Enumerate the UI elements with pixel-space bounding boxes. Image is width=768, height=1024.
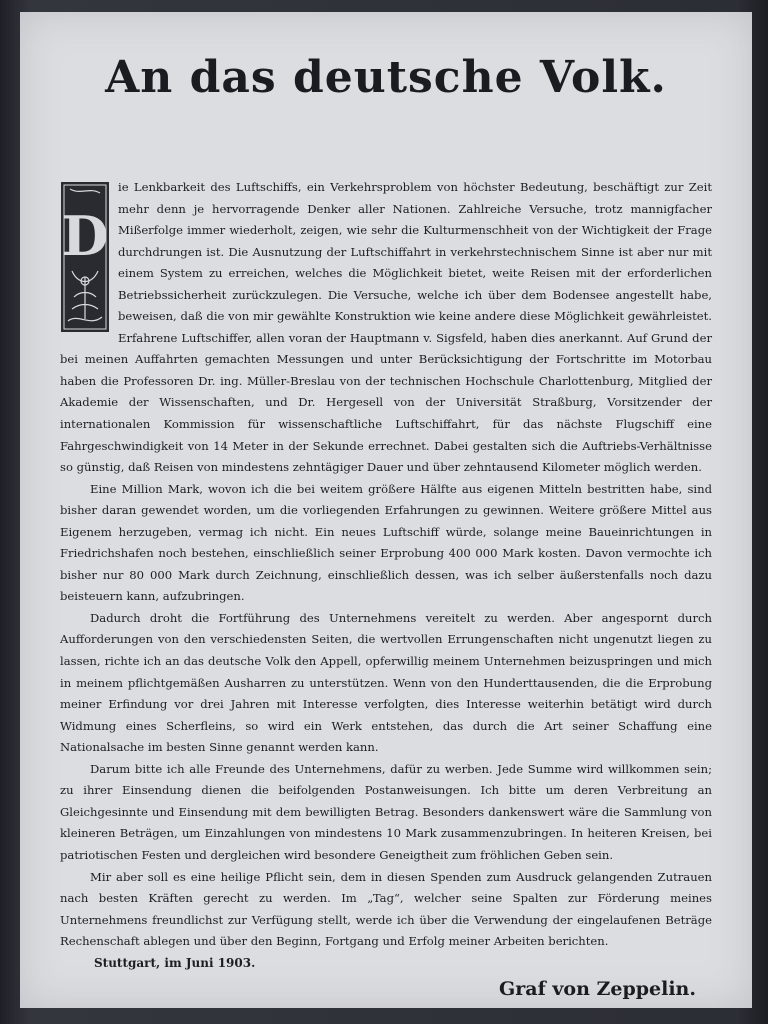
- place-and-date: Stuttgart, im Juni 1903.: [94, 956, 256, 970]
- paragraph: Dadurch droht die Fortführung des Unternehmens vereitelt zu werden. Aber angespornt durch Aufforderungen von den verschiedensten Seiten, die wertvollen Errungenschaften nicht ungenutzt liegen zu lassen, richte ich an das deutsche Volk den Appell, opferwillig meinem Unternehmen beizuspringen und mich in meinem pflichtgemäßen Ausharren zu unterstützen. Wenn von den Hunderttausenden, die die Erprobung meiner Erfindung vor drei Jahren mit Interesse verfolgten, dies Interesse weiterhin betätigt wird durch Widmung eines Scherfleins, so wird ein Werk entstehen, das durch die Art seiner Schaffung eine Nationalsache im besten Sinne genannt werden kann.: [60, 610, 712, 755]
- document-body: [60, 177, 712, 953]
- document-title: An das deutsche Volk.: [105, 52, 667, 103]
- paragraph: Darum bitte ich alle Freunde des Unternehmens, dafür zu werben. Jede Summe wird willkommen sein; zu ihrer Einsendung dienen die beifolgenden Postanweisungen. Ich bitte um deren Verbreitung an Gleichgesinnte und Einsendung mit dem bewilligten Betrag. Besonders dankenswert wäre die Sammlung von kleineren Beträgen, um Einzahlungen von mindestens 10 Mark zusammenzubringen. In heiteren Kreisen, bei patriotischen Festen und dergleichen wird besondere Geneigtheit zum fröhlichen Geben sein.: [60, 761, 712, 862]
- paragraph: ie Lenkbarkeit des Luftschiffs, ein Verkehrsproblem von höchster Bedeutung, beschäftigt zur Zeit mehr denn je hervorragende Denker aller Nationen. Zahlreiche Versuche, trotz mannigfacher Mißerfolge immer wiederholt, zeigen, wie sehr die Kulturmenschheit von der Wichtigkeit der Frage durchdrungen ist. Die Ausnutzung der Luftschiffahrt in verkehrstechnischem Sinne ist aber nur mit einem System zu erreichen, welches die Möglichkeit bietet, weite Reisen mit der erforderlichen Betriebssicherheit zurückzulegen. Die Versuche, welche ich über dem Bodensee angestellt habe, beweisen, daß die von mir gewählte Konstruktion wie keine andere diese Möglichkeit gewährleistet. Erfahrene Luftschiffer, allen voran der Hauptmann v. Sigsfeld, haben dies anerkannt. Auf Grund der bei meinen Auffahrten gemachten Messungen und unter Berücksichtigung der Fortschritte im Motorbau haben die Professoren Dr. ing. Müller-Breslau von der technischen Hochschule Charlottenburg, Mitglied der Akademie der Wissenschaften, und Dr. Hergesell von der Universität Straßburg, Vorsitzender der internationalen Kommission für wissenschaftliche Luftschiffahrt, für das nächste Flugschiff eine Fahrgeschwindigkeit von 14 Meter in der Sekunde errechnet. Dabei gestalten sich die Auftriebs-Verhältnisse so günstig, daß Reisen von mindestens zehntägiger Dauer und über zehntausend Kilometer möglich werden.: [60, 180, 712, 475]
- paragraph: Mir aber soll es eine heilige Pflicht sein, dem in diesen Spenden zum Ausdruck gelangenden Zutrauen nach besten Kräften gerecht zu werden. Im „Tag“, welcher seine Spalten zur Förderung meines Unternehmens freundlichst zur Verfügung stellt, werde ich über die Verwendung der eingelaufenen Beträge Rechenschaft ablegen und über den Beginn, Fortgang und Erfolg meiner Arbeiten berichten.: [60, 869, 712, 949]
- paragraph: Eine Million Mark, wovon ich die bei weitem größere Hälfte aus eigenen Mitteln bestritten habe, sind bisher daran gewendet worden, um die vorliegenden Erfahrungen zu gewinnen. Weitere größere Mittel aus Eigenem herzugeben, vermag ich nicht. Ein neues Luftschiff würde, solange meine Baueinrichtungen in Friedrichshafen noch bestehen, einschließlich seiner Erprobung 400 000 Mark kosten. Davon vermochte ich bisher nur 80 000 Mark durch Zeichnung, einschließlich dessen, was ich selber äußerstenfalls noch dazu beisteuern kann, aufzubringen.: [60, 481, 712, 604]
- drop-cap-letter: D: [61, 204, 109, 268]
- signature: Graf von Zeppelin.: [499, 978, 696, 1000]
- ornamental-drop-cap: [60, 181, 110, 333]
- document-sheet: [20, 12, 752, 1008]
